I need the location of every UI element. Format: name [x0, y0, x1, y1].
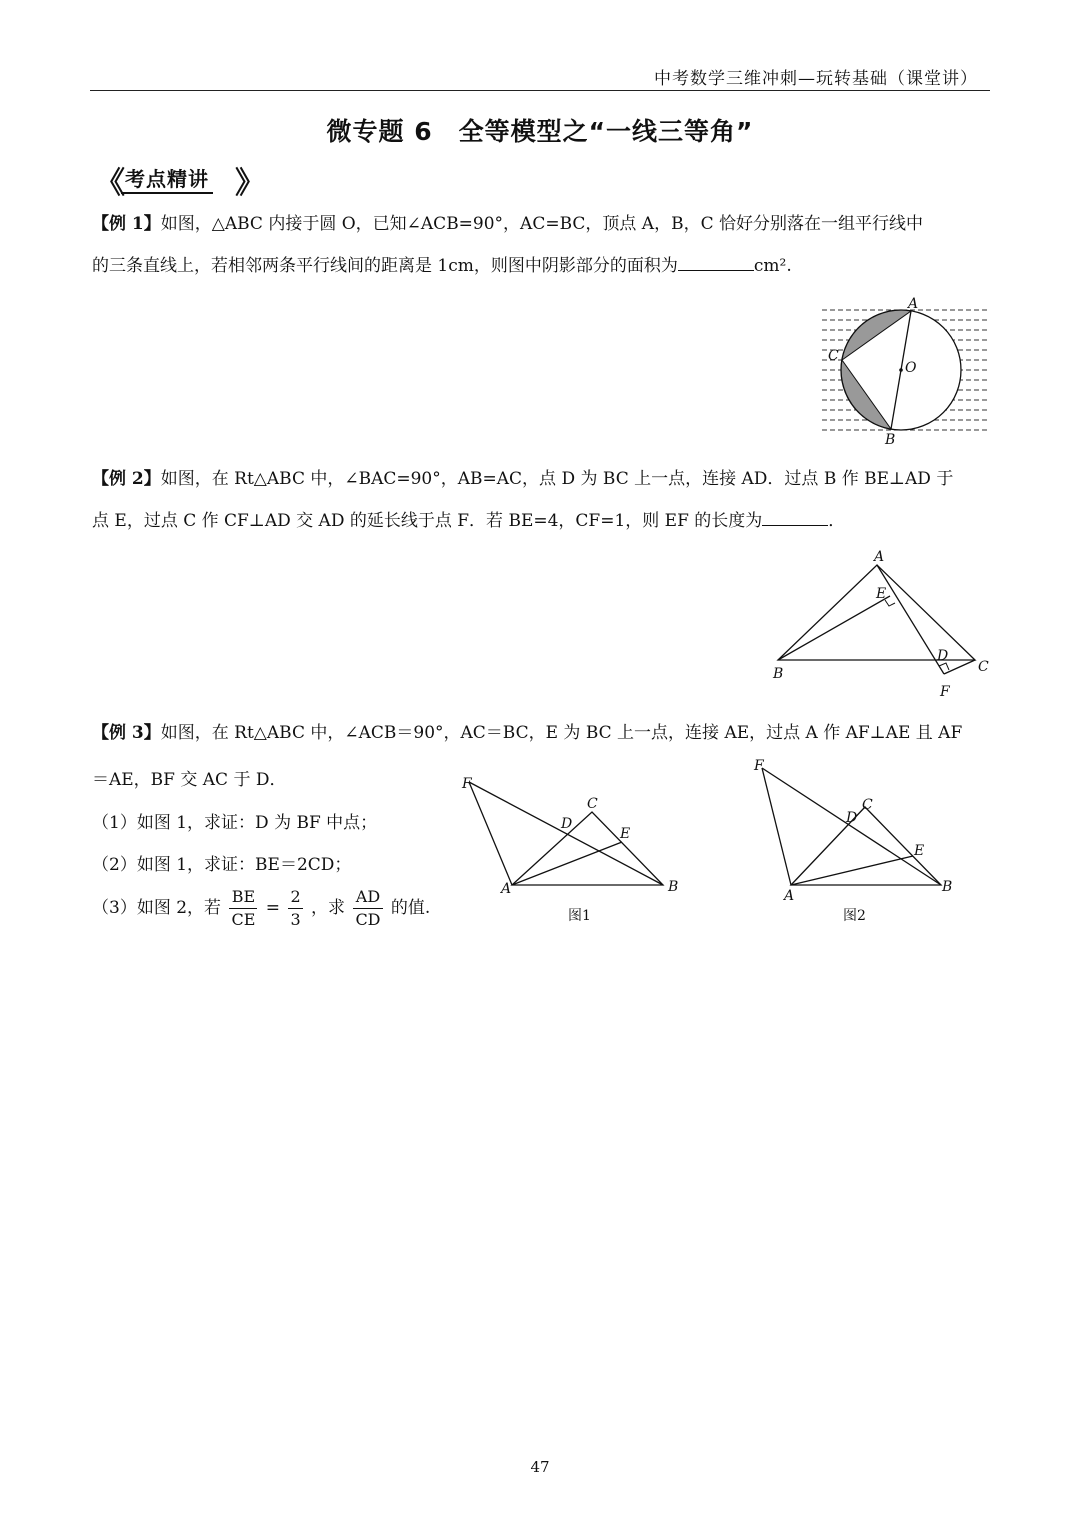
example-2-text [92, 458, 990, 542]
example-3-line-1-text: 如图，在 Rt△ABC 中，∠ACB＝90°，AC＝BC，E 为 BC 上一点，连接 AE，过点 A 作 AF⊥AE 且 AF [160, 723, 963, 743]
label-f: F [462, 776, 472, 792]
example-2-end: ． [828, 511, 846, 531]
example-1-unit: cm². [753, 256, 792, 276]
section-label: 考点精讲 [121, 163, 213, 194]
section-left-bracket: 《 [95, 166, 125, 201]
answer-blank-1 [678, 254, 754, 271]
page-title: 微专题 6 全等模型之“一线三等角” [326, 117, 754, 146]
caption-fig-2: 图2 [843, 908, 866, 924]
fraction-2-3 [288, 886, 302, 931]
example-2-label: 【例 2】 [92, 469, 161, 489]
section-right-bracket: 》 [235, 166, 265, 201]
question-3-pre: （3）如图 2，若 [92, 898, 222, 918]
question-1: （1）如图 1，求证：D 为 BF 中点； [92, 813, 378, 833]
label-f: F [940, 684, 950, 700]
page-header [90, 62, 990, 90]
label-c: C [587, 796, 598, 812]
fraction-2-3-den: 3 [290, 910, 301, 929]
example-1-text [92, 203, 990, 287]
label-a: A [501, 881, 512, 897]
label-e: E [876, 586, 887, 602]
example-2-line-1 [92, 458, 990, 500]
label-b: B [942, 879, 953, 895]
fraction-ad-cd-den: CD [355, 910, 381, 929]
example-2-line-2-text: 点 E，过点 C 作 CF⊥AD 交 AD 的延长线于点 F．若 BE=4，CF=1，则 EF 的长度为 [92, 511, 763, 531]
caption-fig-1: 图1 [568, 908, 591, 924]
line-cf [944, 660, 975, 674]
question-3-mid: ，求 [311, 898, 346, 918]
example-2-line-2 [92, 500, 990, 542]
figure-3-2 [745, 755, 985, 930]
label-c: C [862, 797, 873, 813]
answer-blank-2 [762, 509, 828, 526]
label-a: A [784, 888, 795, 904]
label-a: A [874, 549, 885, 565]
line-af [469, 782, 512, 885]
fraction-be-ce-num: BE [229, 886, 257, 909]
label-a: A [908, 296, 919, 312]
fraction-ad-cd [353, 886, 382, 931]
example-3-line-2: ＝AE，BF 交 AC 于 D． [92, 770, 287, 790]
question-3 [92, 886, 430, 931]
example-3-line-1 [92, 712, 990, 754]
example-1-line-2 [92, 245, 990, 287]
label-o: O [905, 360, 917, 376]
triangle-abc [778, 565, 975, 660]
fraction-be-ce [229, 886, 257, 931]
question-3-eq: = [265, 898, 281, 918]
example-2-line-1-text: 如图，在 Rt△ABC 中，∠BAC=90°，AB=AC，点 D 为 BC 上一点，连接 AD．过点 B 作 BE⊥AD 于 [160, 469, 954, 489]
example-1-line-2-text: 的三条直线上，若相邻两条平行线间的距离是 1cm，则图中阴影部分的面积为 [92, 256, 678, 276]
fraction-2-3-num: 2 [288, 886, 302, 909]
line-fb [762, 768, 941, 885]
figure-circle-parallel-lines [818, 296, 990, 448]
question-3-post: 的值. [390, 898, 431, 918]
header-title: 中考数学三维冲刺—玩转基础（课堂讲） [654, 69, 978, 89]
label-d: D [846, 810, 858, 826]
line-ae [512, 842, 622, 885]
example-3-label: 【例 3】 [92, 723, 161, 743]
label-f: F [754, 758, 764, 774]
line-fb [469, 782, 663, 885]
example-1-label: 【例 1】 [92, 214, 161, 234]
label-e: E [914, 843, 925, 859]
question-2: （2）如图 1，求证：BE＝2CD； [92, 855, 352, 875]
line-af [762, 768, 791, 885]
label-c: C [828, 348, 839, 364]
section-badge [95, 158, 265, 201]
example-1-line-1-text: 如图，△ABC 内接于圆 O，已知∠ACB=90°，AC=BC，顶点 A，B，C 恰好分别落在一组平行线中 [160, 214, 923, 234]
line-ae [791, 856, 913, 885]
label-b: B [885, 432, 896, 448]
label-e: E [620, 826, 631, 842]
label-c: C [978, 659, 989, 675]
figure-right-triangle-perpendiculars [765, 548, 995, 703]
label-d: D [561, 816, 573, 832]
triangle-abc [512, 812, 663, 885]
right-angle-e [885, 600, 895, 606]
page-number: 47 [530, 1458, 550, 1476]
label-b: B [668, 879, 679, 895]
label-b: B [773, 666, 784, 682]
figure-3-1 [455, 770, 695, 930]
example-1-line-1 [92, 203, 990, 245]
center-dot [899, 368, 903, 372]
header-rule [90, 90, 990, 91]
label-d: D [937, 648, 949, 664]
fraction-be-ce-den: CE [231, 910, 256, 929]
fraction-ad-cd-num: AD [353, 886, 382, 909]
